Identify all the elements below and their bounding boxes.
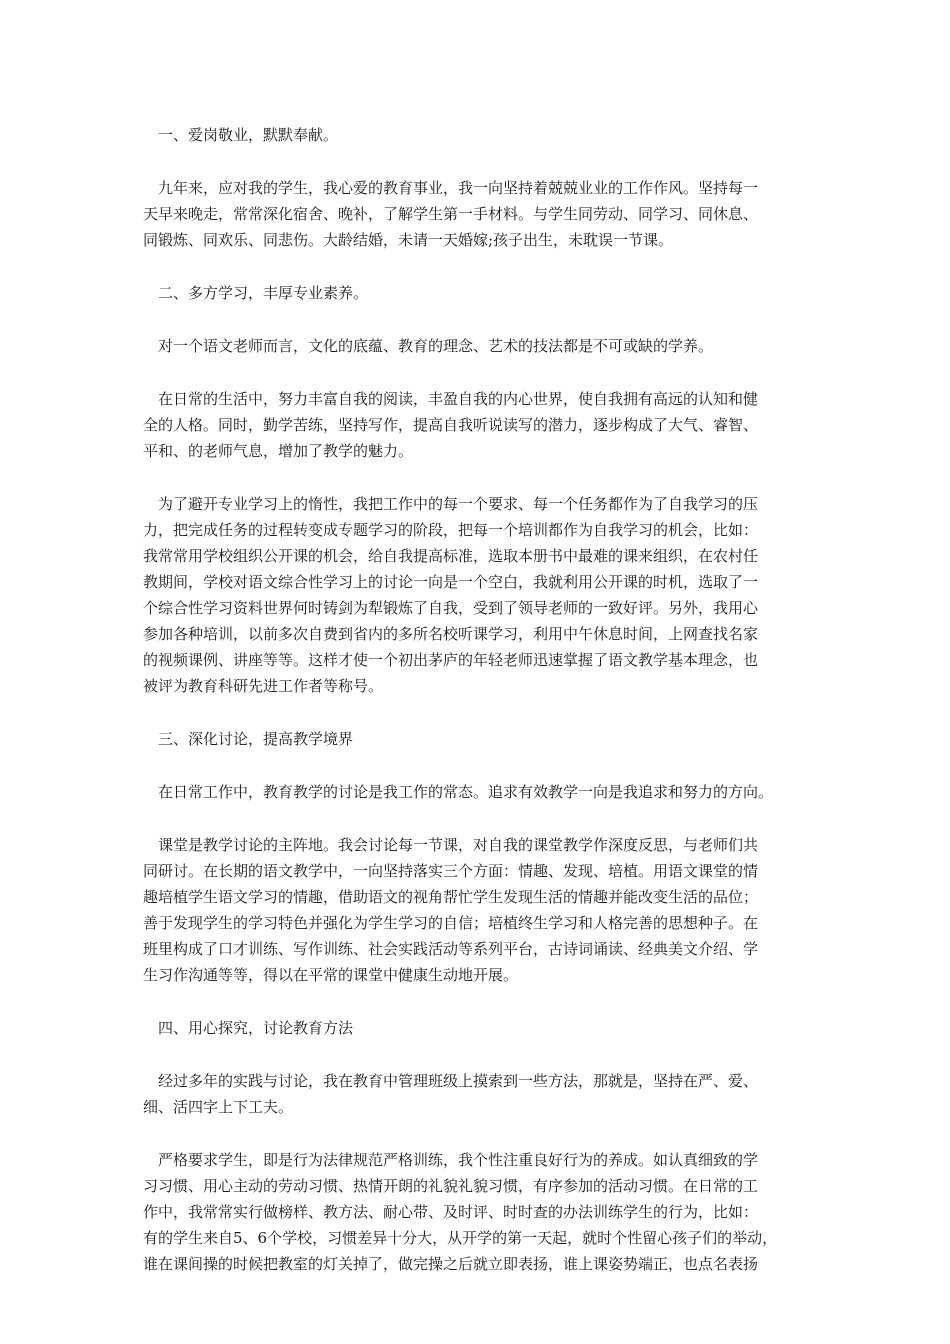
text-line: 力，把完成任务的过程转变成专题学习的阶段，把每一个培训都作为自我学习的机会，比如： bbox=[143, 521, 759, 539]
text-line: 天早来晚走，常常深化宿舍、晚补，了解学生第一手材料。与学生同劳动、同学习、同休息、 bbox=[143, 205, 759, 223]
text-line: 教期间，学校对语文综合性学习上的讨论一向是一个空白，我就利用公开课的时机，选取了一 bbox=[143, 573, 759, 591]
text-line: 在日常工作中，教育教学的讨论是我工作的常态。追求有效教学一向是我追求和努力的方向。 bbox=[143, 783, 774, 801]
text-line: 为了避开专业学习上的惰性，我把工作中的每一个要求、每一个任务都作为了自我学习的压 bbox=[143, 495, 759, 513]
paragraph bbox=[143, 333, 815, 359]
paragraph bbox=[143, 491, 815, 699]
paragraph bbox=[143, 779, 815, 805]
text-line: 谁在课间操的时候把教室的灯关掉了，做完操之后就立即表扬，谁上课姿势端正，也点名表扬 bbox=[143, 1255, 759, 1273]
paragraph bbox=[143, 175, 815, 253]
text-line: 习习惯、用心主动的劳动习惯、热情开朗的礼貌礼貌习惯，有序参加的活动习惯。在日常的工 bbox=[143, 1177, 759, 1195]
heading-1 bbox=[143, 122, 815, 148]
text-line: 善于发现学生的学习特色并强化为学生学习的自信；培植终生学习和人格完善的思想种子。在 bbox=[143, 914, 759, 932]
text-line: 课堂是教学讨论的主阵地。我会讨论每一节课，对自我的课堂教学作深度反思，与老师们共 bbox=[143, 836, 759, 854]
text-line: 对一个语文老师而言，文化的底蕴、教育的理念、艺术的技法都是不可或缺的学养。 bbox=[143, 337, 714, 355]
paragraph bbox=[143, 832, 815, 988]
text-line: 被评为教育科研先进工作者等称号。 bbox=[143, 677, 384, 695]
document-page bbox=[143, 122, 815, 1277]
paragraph bbox=[143, 1147, 815, 1277]
text-line: 同锻炼、同欢乐、同悲伤。大龄结婚，未请一天婚嫁;孩子出生，未耽误一节课。 bbox=[143, 231, 674, 249]
text-line: 作中，我常常实行做榜样、教方法、耐心带、及时评、时时查的办法训练学生的行为，比如： bbox=[143, 1203, 759, 1221]
text-line: 细、活四字上下工夫。 bbox=[143, 1098, 294, 1116]
text-line: 我常常用学校组织公开课的机会，给自我提高标准，选取本册书中最难的课来组织，在农村任 bbox=[143, 547, 759, 565]
paragraph bbox=[143, 1068, 815, 1120]
heading-4 bbox=[143, 1015, 815, 1041]
text-line: 九年来，应对我的学生，我心爱的教育事业，我一向坚持着兢兢业业的工作作风。坚持每一 bbox=[143, 179, 759, 197]
text-line: 一、爱岗敬业，默默奉献。 bbox=[143, 126, 339, 144]
text-line: 三、深化讨论，提高教学境界 bbox=[143, 730, 354, 748]
text-line: 二、多方学习，丰厚专业素养。 bbox=[143, 284, 369, 302]
heading-3 bbox=[143, 726, 815, 752]
text-line: 生习作沟通等等，得以在平常的课堂中健康生动地开展。 bbox=[143, 966, 519, 984]
text-line: 参加各种培训，以前多次自费到省内的多所名校听课学习，利用中午休息时间，上网查找名家 bbox=[143, 625, 759, 643]
text-line: 的视频课例、讲座等等。这样才使一个初出茅庐的年轻老师迅速掌握了语文教学基本理念，也 bbox=[143, 651, 759, 669]
text-line: 个综合性学习资料世界何时铸剑为犁锻炼了自我，受到了领导老师的一致好评。另外，我用心 bbox=[143, 599, 759, 617]
text-line: 四、用心探究，讨论教育方法 bbox=[143, 1019, 354, 1037]
text-line: 在日常的生活中，努力丰富自我的阅读，丰盈自我的内心世界，使自我拥有高远的认知和健 bbox=[143, 390, 759, 408]
paragraph bbox=[143, 386, 815, 464]
text-line: 全的人格。同时，勤学苦练，坚持写作，提高自我听说读写的潜力，逐步构成了大气、睿智、 bbox=[143, 416, 759, 434]
text-line: 经过多年的实践与讨论，我在教育中管理班级上摸索到一些方法，那就是，坚持在严、爱、 bbox=[143, 1072, 759, 1090]
text-line: 平和、的老师气息，增加了教学的魅力。 bbox=[143, 442, 414, 460]
heading-2 bbox=[143, 280, 815, 306]
text-line: 严格要求学生，即是行为法律规范严格训练，我个性注重良好行为的养成。如认真细致的学 bbox=[143, 1151, 759, 1169]
text-line: 趣培植学生语文学习的情趣，借助语文的视角帮忙学生发现生活的情趣并能改变生活的品位； bbox=[143, 888, 759, 906]
text-line: 班里构成了口才训练、写作训练、社会实践活动等系列平台，古诗词诵读、经典美文介绍、学 bbox=[143, 940, 759, 958]
text-line: 有的学生来自5、6个学校，习惯差异十分大，从开学的第一天起，就时个性留心孩子们的举动， bbox=[143, 1229, 778, 1247]
text-line: 同研讨。在长期的语文教学中，一向坚持落实三个方面：情趣、发现、培植。用语文课堂的情 bbox=[143, 862, 759, 880]
